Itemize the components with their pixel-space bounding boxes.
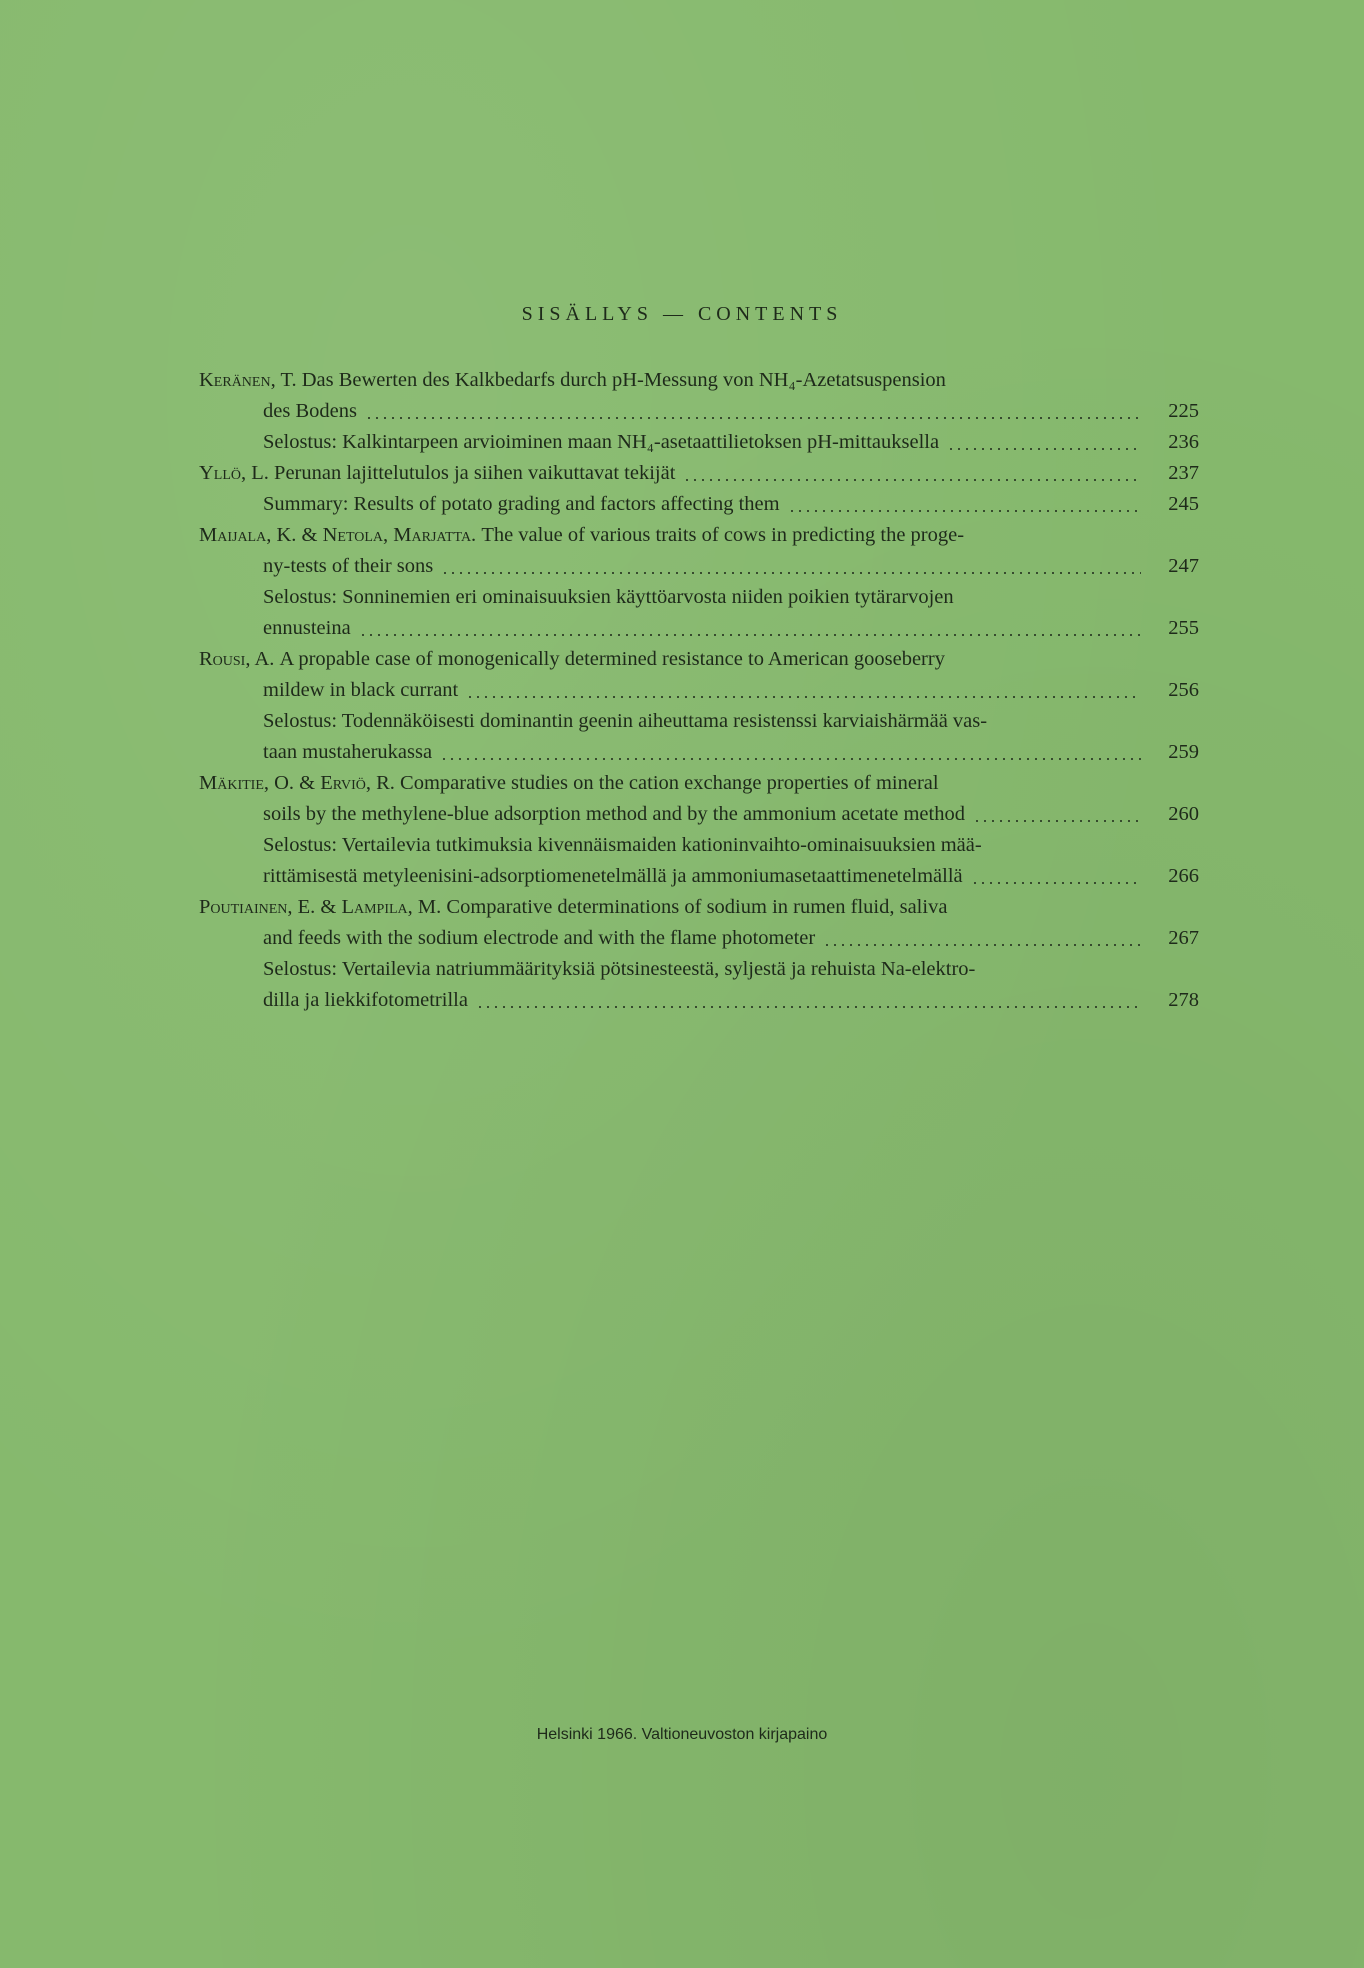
toc-entry	[199, 644, 1199, 768]
toc-entry	[199, 365, 1199, 458]
page-number: 247	[1168, 555, 1199, 577]
contents-heading: SISÄLLYS — CONTENTS	[521, 303, 843, 325]
toc-line	[199, 520, 1199, 551]
toc-entry	[199, 458, 1199, 520]
toc-title-text: Selostus: Sonninemien eri ominaisuuksien käyttöarvosta niiden poikien tytärarvojen	[263, 586, 954, 608]
toc-title-text: Selostus: Vertailevia natriummäärityksiä pötsinesteestä, syljestä ja rehuista Na-elektro-	[263, 958, 976, 980]
dot-leader	[365, 417, 1141, 419]
dot-leader	[466, 696, 1141, 698]
toc-title-text: des Bodens	[263, 400, 357, 422]
toc-line	[199, 582, 1199, 613]
toc-title-text: dilla ja liekkifotometrilla	[263, 989, 468, 1011]
toc-line	[199, 799, 1199, 830]
page-number: 267	[1168, 927, 1199, 949]
dot-leader	[973, 820, 1141, 822]
toc-line	[199, 365, 1199, 396]
toc-author: Yllö, L.	[199, 462, 275, 484]
toc-title-text: Das Bewerten des Kalkbedarfs durch pH-Messung von NH₄-Azetatsuspension	[301, 369, 946, 391]
toc-line	[199, 923, 1199, 954]
dot-leader	[947, 448, 1141, 450]
dot-leader	[441, 572, 1141, 574]
toc-line	[199, 892, 1199, 923]
toc-entry	[199, 892, 1199, 1016]
toc-title-text: Selostus: Todennäköisesti dominantin geenin aiheuttama resistenssi karviaishärmää vas-	[263, 710, 988, 732]
toc-entry	[199, 520, 1199, 644]
toc-title-text: and feeds with the sodium electrode and with the flame photometer	[263, 927, 816, 949]
toc-line	[199, 427, 1199, 458]
toc-line	[199, 737, 1199, 768]
table-of-contents	[199, 365, 1199, 1016]
page-number: 237	[1168, 462, 1199, 484]
toc-line	[199, 551, 1199, 582]
page-number: 259	[1168, 741, 1199, 763]
toc-title-text: Selostus: Vertailevia tutkimuksia kivennäismaiden kationinvaihto-ominaisuuksien mää-	[263, 834, 982, 856]
page-number: 278	[1168, 989, 1199, 1011]
toc-line	[199, 706, 1199, 737]
toc-title-text: Selostus: Kalkintarpeen arvioiminen maan NH₄-asetaattilietoksen pH-mittauksella	[263, 431, 940, 453]
toc-title-text: Summary: Results of potato grading and factors affecting them	[263, 493, 780, 515]
toc-line	[199, 613, 1199, 644]
page-number: 255	[1168, 617, 1199, 639]
page-number: 260	[1168, 803, 1199, 825]
toc-title-text: A propable case of monogenically determined resistance to American gooseberry	[279, 648, 945, 670]
toc-title-text: taan mustaherukassa	[263, 741, 433, 763]
dot-leader	[476, 1006, 1141, 1008]
toc-title-text: soils by the methylene-blue adsorption method and by the ammonium acetate method	[263, 803, 965, 825]
dot-leader	[359, 634, 1141, 636]
toc-title-text: mildew in black currant	[263, 679, 459, 701]
toc-line	[199, 830, 1199, 861]
toc-line	[199, 675, 1199, 706]
toc-author: Rousi, A.	[199, 648, 280, 670]
toc-line	[199, 396, 1199, 427]
dot-leader	[823, 944, 1141, 946]
toc-line	[199, 768, 1199, 799]
page-number: 245	[1168, 493, 1199, 515]
toc-author: Keränen, T.	[199, 369, 302, 391]
dot-leader	[683, 479, 1141, 481]
toc-entry	[199, 768, 1199, 892]
dot-leader	[971, 882, 1141, 884]
toc-line	[199, 985, 1199, 1016]
toc-title-text: rittämisestä metyleenisini-adsorptiomenetelmällä ja ammoniumasetaattimenetelmällä	[263, 865, 963, 887]
page-number: 236	[1168, 431, 1199, 453]
toc-line	[199, 954, 1199, 985]
printer-imprint: Helsinki 1966. Valtioneuvoston kirjapaino	[536, 1726, 828, 1743]
toc-author: Mäkitie, O. & Erviö, R.	[199, 772, 401, 794]
toc-author: Poutiainen, E. & Lampila, M.	[199, 896, 447, 918]
dot-leader	[788, 510, 1141, 512]
toc-title-text: The value of various traits of cows in predicting the proge-	[481, 524, 965, 546]
page-number: 256	[1168, 679, 1199, 701]
dot-leader	[440, 758, 1141, 760]
toc-line	[199, 489, 1199, 520]
toc-title-text: Comparative determinations of sodium in rumen fluid, saliva	[446, 896, 948, 918]
toc-title-text: ennusteina	[263, 617, 351, 639]
toc-title-text: Comparative studies on the cation exchange properties of mineral	[400, 772, 939, 794]
page-number: 266	[1168, 865, 1199, 887]
toc-title-text: Perunan lajittelutulos ja siihen vaikuttavat tekijät	[274, 462, 676, 484]
toc-line	[199, 644, 1199, 675]
toc-line	[199, 458, 1199, 489]
toc-line	[199, 861, 1199, 892]
page-number: 225	[1168, 400, 1199, 422]
toc-title-text: ny-tests of their sons	[263, 555, 434, 577]
toc-author: Maijala, K. & Netola, Marjatta.	[199, 524, 482, 546]
